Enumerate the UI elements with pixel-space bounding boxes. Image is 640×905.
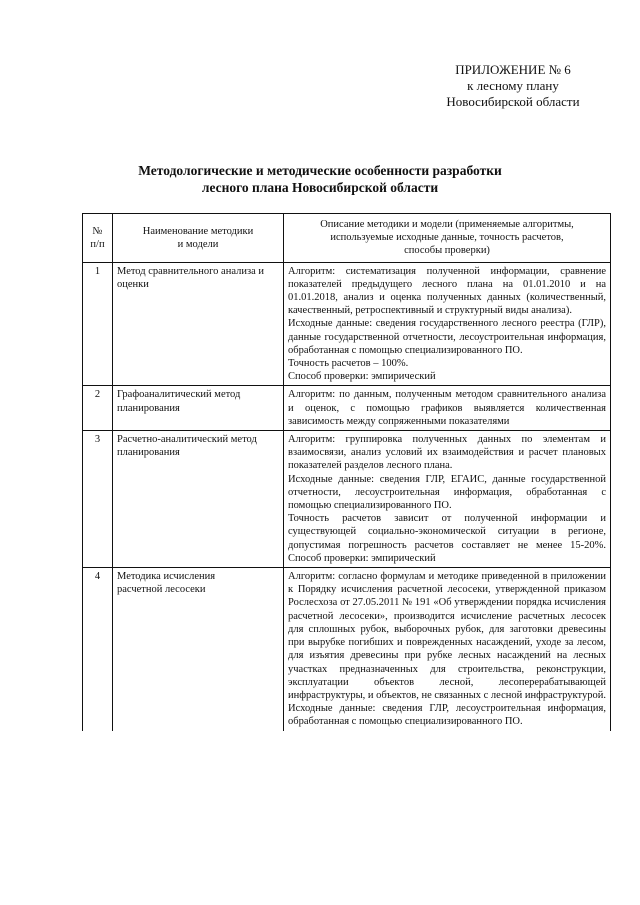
table-row	[83, 568, 611, 731]
method-description	[284, 568, 611, 731]
row-number: 3	[83, 431, 113, 568]
header-number: № п/п	[83, 214, 113, 263]
method-description	[284, 386, 611, 431]
header-method-description: Описание методики и модели (применяемые алгоритмы, используемые исходные данные, точность расчетов, способы проверки)	[284, 214, 611, 263]
method-name: Метод сравнительного анализа и оценки	[113, 262, 284, 386]
description-paragraph: Алгоритм: согласно формулам и методике приведенной в приложении к Порядку исчисления расчетной лесосеки, утвержденной приказом Рослесхоза от 27.05.2011 № 191 «Об утверждении порядка исчисления расчетной лесосеки», производится исчисление расчетных лесосек для сплошных рубок, выборочных рубок, для заготовки древесины при вырубке погибших и поврежденных насаждений, уходе за лесом, для изъятия древесины при рубке лесных насаждений на лесных участках предназначенных для строительства, реконструкции, эксплуатации объектов лесной, лесоперерабатывающей инфраструктуры, и объектов, не связанных с лесной инфраструктурой.	[288, 571, 606, 701]
appendix-reference: к лесному плану	[467, 78, 559, 93]
description-paragraph: Алгоритм: по данным, полученным методом сравнительного анализа и оценок, с помощью графиков выявляется количественная зависимость между сопряженными показателями	[288, 389, 606, 427]
appendix-header	[418, 62, 608, 110]
methods-table	[82, 213, 611, 731]
table-row	[83, 386, 611, 431]
method-name: Методика исчисления расчетной лесосеки	[113, 568, 284, 731]
method-description	[284, 262, 611, 386]
table-row	[83, 262, 611, 386]
description-paragraph: Способ проверки: эмпирический	[288, 371, 436, 383]
appendix-number: ПРИЛОЖЕНИЕ № 6	[455, 62, 571, 77]
title-line-1: Методологические и методические особенности разработки	[138, 163, 502, 178]
description-paragraph: Исходные данные: сведения ГЛР, лесоустроительная информация, обработанная с помощью специализированного ПО.	[288, 703, 606, 728]
document-title	[100, 162, 540, 196]
row-number: 1	[83, 262, 113, 386]
table-row	[83, 431, 611, 568]
description-paragraph: Алгоритм: группировка полученных данных по элементам и взаимосвязи, анализ условий их взаимодействия и расчет плановых показателей разделов лесного плана.	[288, 434, 606, 472]
row-number: 4	[83, 568, 113, 731]
method-name: Графоаналитический метод планирования	[113, 386, 284, 431]
description-paragraph: Точность расчетов – 100%.	[288, 358, 409, 370]
method-description	[284, 431, 611, 568]
description-paragraph: Исходные данные: сведения государственного лесного реестра (ГЛР), данные государственной отчетности, лесоустроительная информация, обработанная с помощью специализированного ПО.	[288, 318, 606, 356]
description-paragraph: Точность расчетов зависит от полученной информации и существующей социально-экономической ситуации в регионе, допустимая погрешность расчетов составляет не менее 15-20%. Способ проверки: эмпирический	[288, 513, 606, 564]
table-header-row	[83, 214, 611, 263]
method-name: Расчетно-аналитический метод планирования	[113, 431, 284, 568]
row-number: 2	[83, 386, 113, 431]
description-paragraph: Исходные данные: сведения ГЛР, ЕГАИС, данные государственной отчетности, лесоустроительная информация, обработанная с помощью специализированного ПО.	[288, 473, 606, 512]
title-line-2: лесного плана Новосибирской области	[201, 180, 439, 195]
description-paragraph: Алгоритм: систематизация полученной информации, сравнение показателей предыдущего лесного плана на 01.01.2010 и на 01.01.2018, анализ и оценка полученных данных (количественный, качественный, ретроспективный и структурный виды анализа).	[288, 265, 606, 317]
header-method-name: Наименование методики и модели	[113, 214, 284, 263]
appendix-region: Новосибирской области	[446, 94, 580, 109]
